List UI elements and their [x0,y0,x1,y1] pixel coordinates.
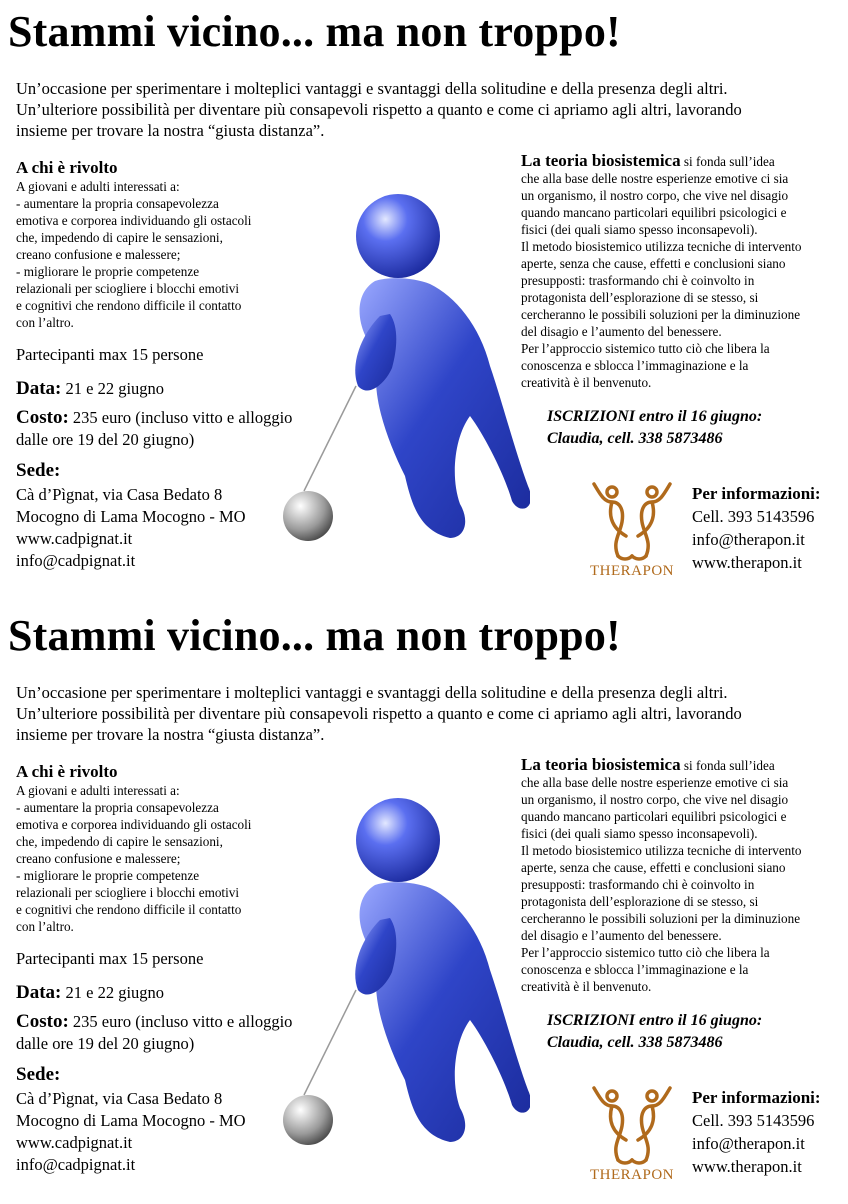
registration-deadline: ISCRIZIONI entro il 16 giugno: [547,408,763,425]
intro-line: insieme per trovare la nostra “giusta distanza”. [16,725,325,744]
info-phone: Cell. 393 5143596 [692,507,815,526]
theory-line: fisici (dei quali siamo spesso inconsapevoli). [521,222,758,237]
cost-value-continued: dalle ore 19 del 20 giugno) [16,1034,195,1053]
audience-line: A giovani e adulti interessati a: [16,783,180,798]
theory-line: aperte, senza che cause, effetti e conclusioni siano [521,256,786,271]
intro-line: insieme per trovare la nostra “giusta distanza”. [16,121,325,140]
audience-line: - aumentare la propria consapevolezza [16,196,219,211]
audience-text [16,178,306,331]
date-value: 21 e 22 giugno [65,379,165,398]
pendulum-ball [283,1095,333,1145]
blue-figure-illustration [280,186,530,556]
logo-text: THERAPON [589,563,674,579]
cost-label: Costo: [16,1011,69,1032]
intro-line: Un’occasione per sperimentare i molteplici vantaggi e svantaggi della solitudine e della presenza degli altri. [16,683,728,702]
contact-info [692,482,821,574]
theory-heading: La teoria biosistemica [521,151,681,170]
registration-contact: Claudia, cell. 338 5873486 [547,1034,723,1051]
theory-heading: La teoria biosistemica [521,755,681,774]
theory-line: aperte, senza che cause, effetti e conclusioni siano [521,860,786,875]
theory-line: un organismo, il nostro corpo, che vive nel disagio [521,188,789,203]
pendulum-string [304,990,356,1095]
theory-line: quando mancano particolari equilibri psicologici e [521,205,787,220]
intro-line: Un’occasione per sperimentare i molteplici vantaggi e svantaggi della solitudine e della presenza degli altri. [16,79,728,98]
venue-section [16,1064,246,1176]
pendulum-ball [283,491,333,541]
theory-line: del disagio e l’aumento del benessere. [521,324,722,339]
audience-line: emotiva e corporea individuando gli ostacoli [16,817,252,832]
flyer [0,604,848,1204]
theory-line: Il metodo biosistemico utilizza tecniche di intervento [521,239,802,254]
audience-line: che, impedendo di capire le sensazioni, [16,230,223,245]
venue-label: Sede: [16,460,61,481]
theory-line: Il metodo biosistemico utilizza tecniche di intervento [521,843,802,858]
theory-line: un organismo, il nostro corpo, che vive nel disagio [521,792,789,807]
info-website-link[interactable]: www.therapon.it [692,553,802,572]
cost-label: Costo: [16,407,69,428]
cost-value: 235 euro (incluso vitto e alloggio [72,1012,293,1031]
audience-line: - migliorare le proprie competenze [16,868,200,883]
cost-value: 235 euro (incluso vitto e alloggio [72,408,293,427]
intro-line: Un’ulteriore possibilità per diventare più consapevoli rispetto a quanto e come ci apriamo agli altri, lavorando [16,100,742,119]
registration-info [547,406,762,450]
audience-section [16,158,306,331]
theory-line: conoscenza e sblocca l’immaginazione e la [521,358,749,373]
theory-intro-line [521,756,833,774]
theory-section [521,152,833,391]
theory-first-text: si fonda sull’idea [683,154,775,169]
cost-line [16,407,292,451]
audience-line: - migliorare le proprie competenze [16,264,200,279]
theory-line: protagonista dell’esplorazione di se stesso, si [521,894,759,909]
theory-line: presupposti: trasformando chi è coinvolto in [521,273,755,288]
info-heading: Per informazioni: [692,1088,821,1107]
pendulum-string [304,386,356,491]
venue-website-link[interactable]: www.cadpignat.it [16,1133,133,1152]
venue-section [16,460,246,572]
dancers-icon [582,480,682,564]
theory-line: conoscenza e sblocca l’immaginazione e la [521,962,749,977]
audience-line: che, impedendo di capire le sensazioni, [16,834,223,849]
date-label: Data: [16,982,62,1003]
flyer [0,0,848,600]
theory-line: creatività è il benvenuto. [521,979,652,994]
theory-line: protagonista dell’esplorazione di se stesso, si [521,290,759,305]
blue-figure-illustration [280,790,530,1160]
theory-line: fisici (dei quali siamo spesso inconsapevoli). [521,826,758,841]
dancers-icon [582,1084,682,1168]
logo-text: THERAPON [589,1167,674,1183]
venue-email-link[interactable]: info@cadpignat.it [16,551,136,570]
audience-section [16,762,306,935]
participants-text: Partecipanti max 15 persone [16,345,204,364]
audience-line: con l’altro. [16,315,74,330]
flyer-title: Stammi vicino... ma non troppo! [8,611,621,660]
theory-first-text: si fonda sull’idea [683,758,775,773]
participants-text: Partecipanti max 15 persone [16,949,204,968]
flyer-title: Stammi vicino... ma non troppo! [8,7,621,56]
theory-line: creatività è il benvenuto. [521,375,652,390]
theory-line: quando mancano particolari equilibri psicologici e [521,809,787,824]
theory-line: cercheranno le possibili soluzioni per la diminuzione [521,307,801,322]
registration-info [547,1010,762,1054]
therapon-logo [582,1084,682,1184]
audience-heading: A chi è rivolto [16,158,118,177]
cost-value-continued: dalle ore 19 del 20 giugno) [16,430,195,449]
info-heading: Per informazioni: [692,484,821,503]
theory-line: Per l’approccio sistemico tutto ciò che libera la [521,945,770,960]
info-phone: Cell. 393 5143596 [692,1111,815,1130]
venue-website-link[interactable]: www.cadpignat.it [16,529,133,548]
theory-line: presupposti: trasformando chi è coinvolto in [521,877,755,892]
info-website-link[interactable]: www.therapon.it [692,1157,802,1176]
date-line [16,982,164,1004]
theory-line: che alla base delle nostre esperienze emotive ci sia [521,775,789,790]
venue-town: Mocogno di Lama Mocogno - MO [16,507,246,526]
venue-email-link[interactable]: info@cadpignat.it [16,1155,136,1174]
intro-paragraph [16,78,836,141]
contact-info [692,1086,821,1178]
audience-line: e cognitivi che rendono difficile il contatto [16,298,242,313]
audience-line: emotiva e corporea individuando gli ostacoli [16,213,252,228]
audience-heading: A chi è rivolto [16,762,118,781]
figure-head [356,194,440,278]
audience-line: relazionali per sciogliere i blocchi emotivi [16,885,240,900]
venue-address: Cà d’Pìgnat, via Casa Bedato 8 [16,485,223,504]
venue-address: Cà d’Pìgnat, via Casa Bedato 8 [16,1089,223,1108]
audience-line: e cognitivi che rendono difficile il contatto [16,902,242,917]
intro-line: Un’ulteriore possibilità per diventare più consapevoli rispetto a quanto e come ci apriamo agli altri, lavorando [16,704,742,723]
audience-line: creano confusione e malessere; [16,851,181,866]
intro-paragraph [16,682,836,745]
cost-line [16,1011,292,1055]
date-line [16,378,164,400]
date-value: 21 e 22 giugno [65,983,165,1002]
theory-intro-line [521,152,833,170]
theory-line: Per l’approccio sistemico tutto ciò che libera la [521,341,770,356]
info-email-link[interactable]: info@therapon.it [692,530,805,549]
venue-label: Sede: [16,1064,61,1085]
therapon-logo [582,480,682,580]
date-label: Data: [16,378,62,399]
audience-line: A giovani e adulti interessati a: [16,179,180,194]
theory-line: del disagio e l’aumento del benessere. [521,928,722,943]
venue-town: Mocogno di Lama Mocogno - MO [16,1111,246,1130]
theory-line: cercheranno le possibili soluzioni per la diminuzione [521,911,801,926]
registration-deadline: ISCRIZIONI entro il 16 giugno: [547,1012,763,1029]
figure-head [356,798,440,882]
info-email-link[interactable]: info@therapon.it [692,1134,805,1153]
registration-contact: Claudia, cell. 338 5873486 [547,430,723,447]
audience-line: relazionali per sciogliere i blocchi emotivi [16,281,240,296]
audience-line: creano confusione e malessere; [16,247,181,262]
theory-line: che alla base delle nostre esperienze emotive ci sia [521,171,789,186]
audience-line: con l’altro. [16,919,74,934]
theory-section [521,756,833,995]
audience-text [16,782,306,935]
audience-line: - aumentare la propria consapevolezza [16,800,219,815]
